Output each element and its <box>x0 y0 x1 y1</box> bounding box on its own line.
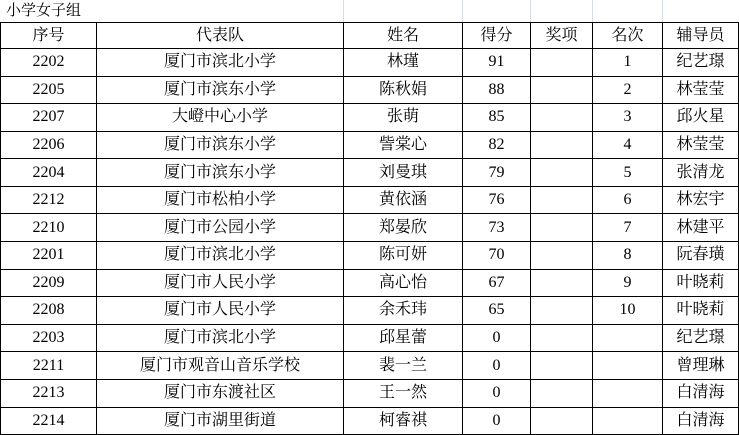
cell-award[interactable] <box>531 49 593 77</box>
results-table <box>0 22 739 435</box>
cell-name[interactable]: 柯睿祺 <box>344 408 463 435</box>
cell-id[interactable]: 2201 <box>1 242 97 270</box>
cell-coach[interactable]: 张清龙 <box>663 159 739 187</box>
cell-rank[interactable]: 5 <box>593 159 663 187</box>
cell-score[interactable]: 73 <box>463 214 531 242</box>
cell-team[interactable]: 厦门市滨北小学 <box>97 325 344 353</box>
cell-award[interactable] <box>531 325 593 353</box>
cell-id[interactable]: 2205 <box>1 77 97 105</box>
table-row <box>1 132 739 160</box>
cell-coach[interactable]: 林莹莹 <box>663 77 739 105</box>
table-row <box>1 159 739 187</box>
cell-name[interactable]: 刘曼琪 <box>344 159 463 187</box>
cell-rank[interactable]: 10 <box>593 297 663 325</box>
table-row <box>1 352 739 380</box>
cell-score[interactable]: 88 <box>463 77 531 105</box>
cell-id[interactable]: 2208 <box>1 297 97 325</box>
cell-coach[interactable]: 纪艺璟 <box>663 325 739 353</box>
table-body <box>1 49 739 435</box>
title-row <box>0 0 739 22</box>
cell-coach[interactable]: 白清海 <box>663 408 739 435</box>
column-header-name[interactable]: 姓名 <box>344 23 463 49</box>
cell-award[interactable] <box>531 270 593 298</box>
cell-id[interactable]: 2206 <box>1 132 97 160</box>
cell-name[interactable]: 王一然 <box>344 380 463 408</box>
table-row <box>1 297 739 325</box>
column-header-coach[interactable]: 辅导员 <box>663 23 739 49</box>
cell-team[interactable]: 厦门市滨北小学 <box>97 242 344 270</box>
cell-name[interactable]: 邱星蕾 <box>344 325 463 353</box>
cell-award[interactable] <box>531 214 593 242</box>
cell-score[interactable]: 0 <box>463 380 531 408</box>
table-row <box>1 104 739 132</box>
cell-score[interactable]: 0 <box>463 352 531 380</box>
cell-rank[interactable] <box>593 352 663 380</box>
cell-name[interactable]: 高心怡 <box>344 270 463 298</box>
table-row <box>1 270 739 298</box>
cell-team[interactable]: 厦门市滨东小学 <box>97 77 344 105</box>
gridline <box>530 0 531 22</box>
cell-rank[interactable]: 9 <box>593 270 663 298</box>
table-row <box>1 325 739 353</box>
cell-award[interactable] <box>531 132 593 160</box>
cell-name[interactable]: 訾棠心 <box>344 132 463 160</box>
table-row <box>1 49 739 77</box>
cell-name[interactable]: 陈秋娟 <box>344 77 463 105</box>
cell-award[interactable] <box>531 352 593 380</box>
cell-rank[interactable] <box>593 408 663 435</box>
cell-team[interactable]: 厦门市公园小学 <box>97 214 344 242</box>
cell-score[interactable]: 82 <box>463 132 531 160</box>
cell-rank[interactable]: 1 <box>593 49 663 77</box>
cell-score[interactable]: 79 <box>463 159 531 187</box>
cell-id[interactable]: 2214 <box>1 408 97 435</box>
cell-coach[interactable]: 阮春璜 <box>663 242 739 270</box>
table-row <box>1 380 739 408</box>
cell-coach[interactable]: 叶晓莉 <box>663 270 739 298</box>
cell-name[interactable]: 裴一兰 <box>344 352 463 380</box>
cell-name[interactable]: 张萌 <box>344 104 463 132</box>
cell-rank[interactable]: 7 <box>593 214 663 242</box>
cell-team[interactable]: 厦门市湖里街道 <box>97 408 344 435</box>
cell-coach[interactable]: 叶晓莉 <box>663 297 739 325</box>
gridline <box>662 0 663 22</box>
cell-team[interactable]: 厦门市观音山音乐学校 <box>97 352 344 380</box>
table-row <box>1 187 739 215</box>
cell-rank[interactable]: 3 <box>593 104 663 132</box>
column-header-id[interactable]: 序号 <box>1 23 97 49</box>
column-header-rank[interactable]: 名次 <box>593 23 663 49</box>
table-row <box>1 408 739 435</box>
cell-team[interactable]: 大嶝中心小学 <box>97 104 344 132</box>
cell-award[interactable] <box>531 408 593 435</box>
cell-coach[interactable]: 纪艺璟 <box>663 49 739 77</box>
cell-id[interactable]: 2202 <box>1 49 97 77</box>
table-row <box>1 242 739 270</box>
cell-score[interactable]: 0 <box>463 408 531 435</box>
cell-name[interactable]: 余禾玮 <box>344 297 463 325</box>
group-title[interactable]: 小学女子组 <box>6 3 82 19</box>
cell-score[interactable]: 76 <box>463 187 531 215</box>
cell-coach[interactable]: 白清海 <box>663 380 739 408</box>
header-row <box>1 23 739 49</box>
cell-team[interactable]: 厦门市滨东小学 <box>97 132 344 160</box>
cell-award[interactable] <box>531 104 593 132</box>
cell-award[interactable] <box>531 297 593 325</box>
cell-coach[interactable]: 林建平 <box>663 214 739 242</box>
cell-coach[interactable]: 林宏宇 <box>663 187 739 215</box>
cell-team[interactable]: 厦门市松柏小学 <box>97 187 344 215</box>
cell-score[interactable]: 0 <box>463 325 531 353</box>
cell-id[interactable]: 2209 <box>1 270 97 298</box>
cell-rank[interactable]: 8 <box>593 242 663 270</box>
cell-score[interactable]: 67 <box>463 270 531 298</box>
cell-rank[interactable]: 2 <box>593 77 663 105</box>
cell-award[interactable] <box>531 159 593 187</box>
cell-team[interactable]: 厦门市人民小学 <box>97 297 344 325</box>
column-header-award[interactable]: 奖项 <box>531 23 593 49</box>
cell-id[interactable]: 2210 <box>1 214 97 242</box>
cell-id[interactable]: 2207 <box>1 104 97 132</box>
table-row <box>1 77 739 105</box>
column-header-team[interactable]: 代表队 <box>97 23 344 49</box>
gridline <box>343 0 344 22</box>
cell-coach[interactable]: 曾理琳 <box>663 352 739 380</box>
cell-name[interactable]: 陈可妍 <box>344 242 463 270</box>
cell-score[interactable]: 70 <box>463 242 531 270</box>
cell-rank[interactable] <box>593 380 663 408</box>
gridline <box>462 0 463 22</box>
cell-id[interactable]: 2213 <box>1 380 97 408</box>
cell-team[interactable]: 厦门市滨北小学 <box>97 49 344 77</box>
cell-team[interactable]: 厦门市滨东小学 <box>97 159 344 187</box>
cell-id[interactable]: 2211 <box>1 352 97 380</box>
cell-score[interactable]: 91 <box>463 49 531 77</box>
cell-team[interactable]: 厦门市东渡社区 <box>97 380 344 408</box>
cell-award[interactable] <box>531 380 593 408</box>
cell-rank[interactable]: 4 <box>593 132 663 160</box>
gridline <box>592 0 593 22</box>
cell-name[interactable]: 郑晏欣 <box>344 214 463 242</box>
cell-rank[interactable] <box>593 325 663 353</box>
cell-score[interactable]: 85 <box>463 104 531 132</box>
cell-coach[interactable]: 邱火星 <box>663 104 739 132</box>
cell-team[interactable]: 厦门市人民小学 <box>97 270 344 298</box>
cell-rank[interactable]: 6 <box>593 187 663 215</box>
cell-name[interactable]: 林瑾 <box>344 49 463 77</box>
cell-award[interactable] <box>531 242 593 270</box>
cell-id[interactable]: 2203 <box>1 325 97 353</box>
cell-coach[interactable]: 林莹莹 <box>663 132 739 160</box>
cell-score[interactable]: 65 <box>463 297 531 325</box>
cell-name[interactable]: 黄依涵 <box>344 187 463 215</box>
cell-id[interactable]: 2204 <box>1 159 97 187</box>
column-header-score[interactable]: 得分 <box>463 23 531 49</box>
cell-id[interactable]: 2212 <box>1 187 97 215</box>
cell-award[interactable] <box>531 187 593 215</box>
cell-award[interactable] <box>531 77 593 105</box>
table-row <box>1 214 739 242</box>
